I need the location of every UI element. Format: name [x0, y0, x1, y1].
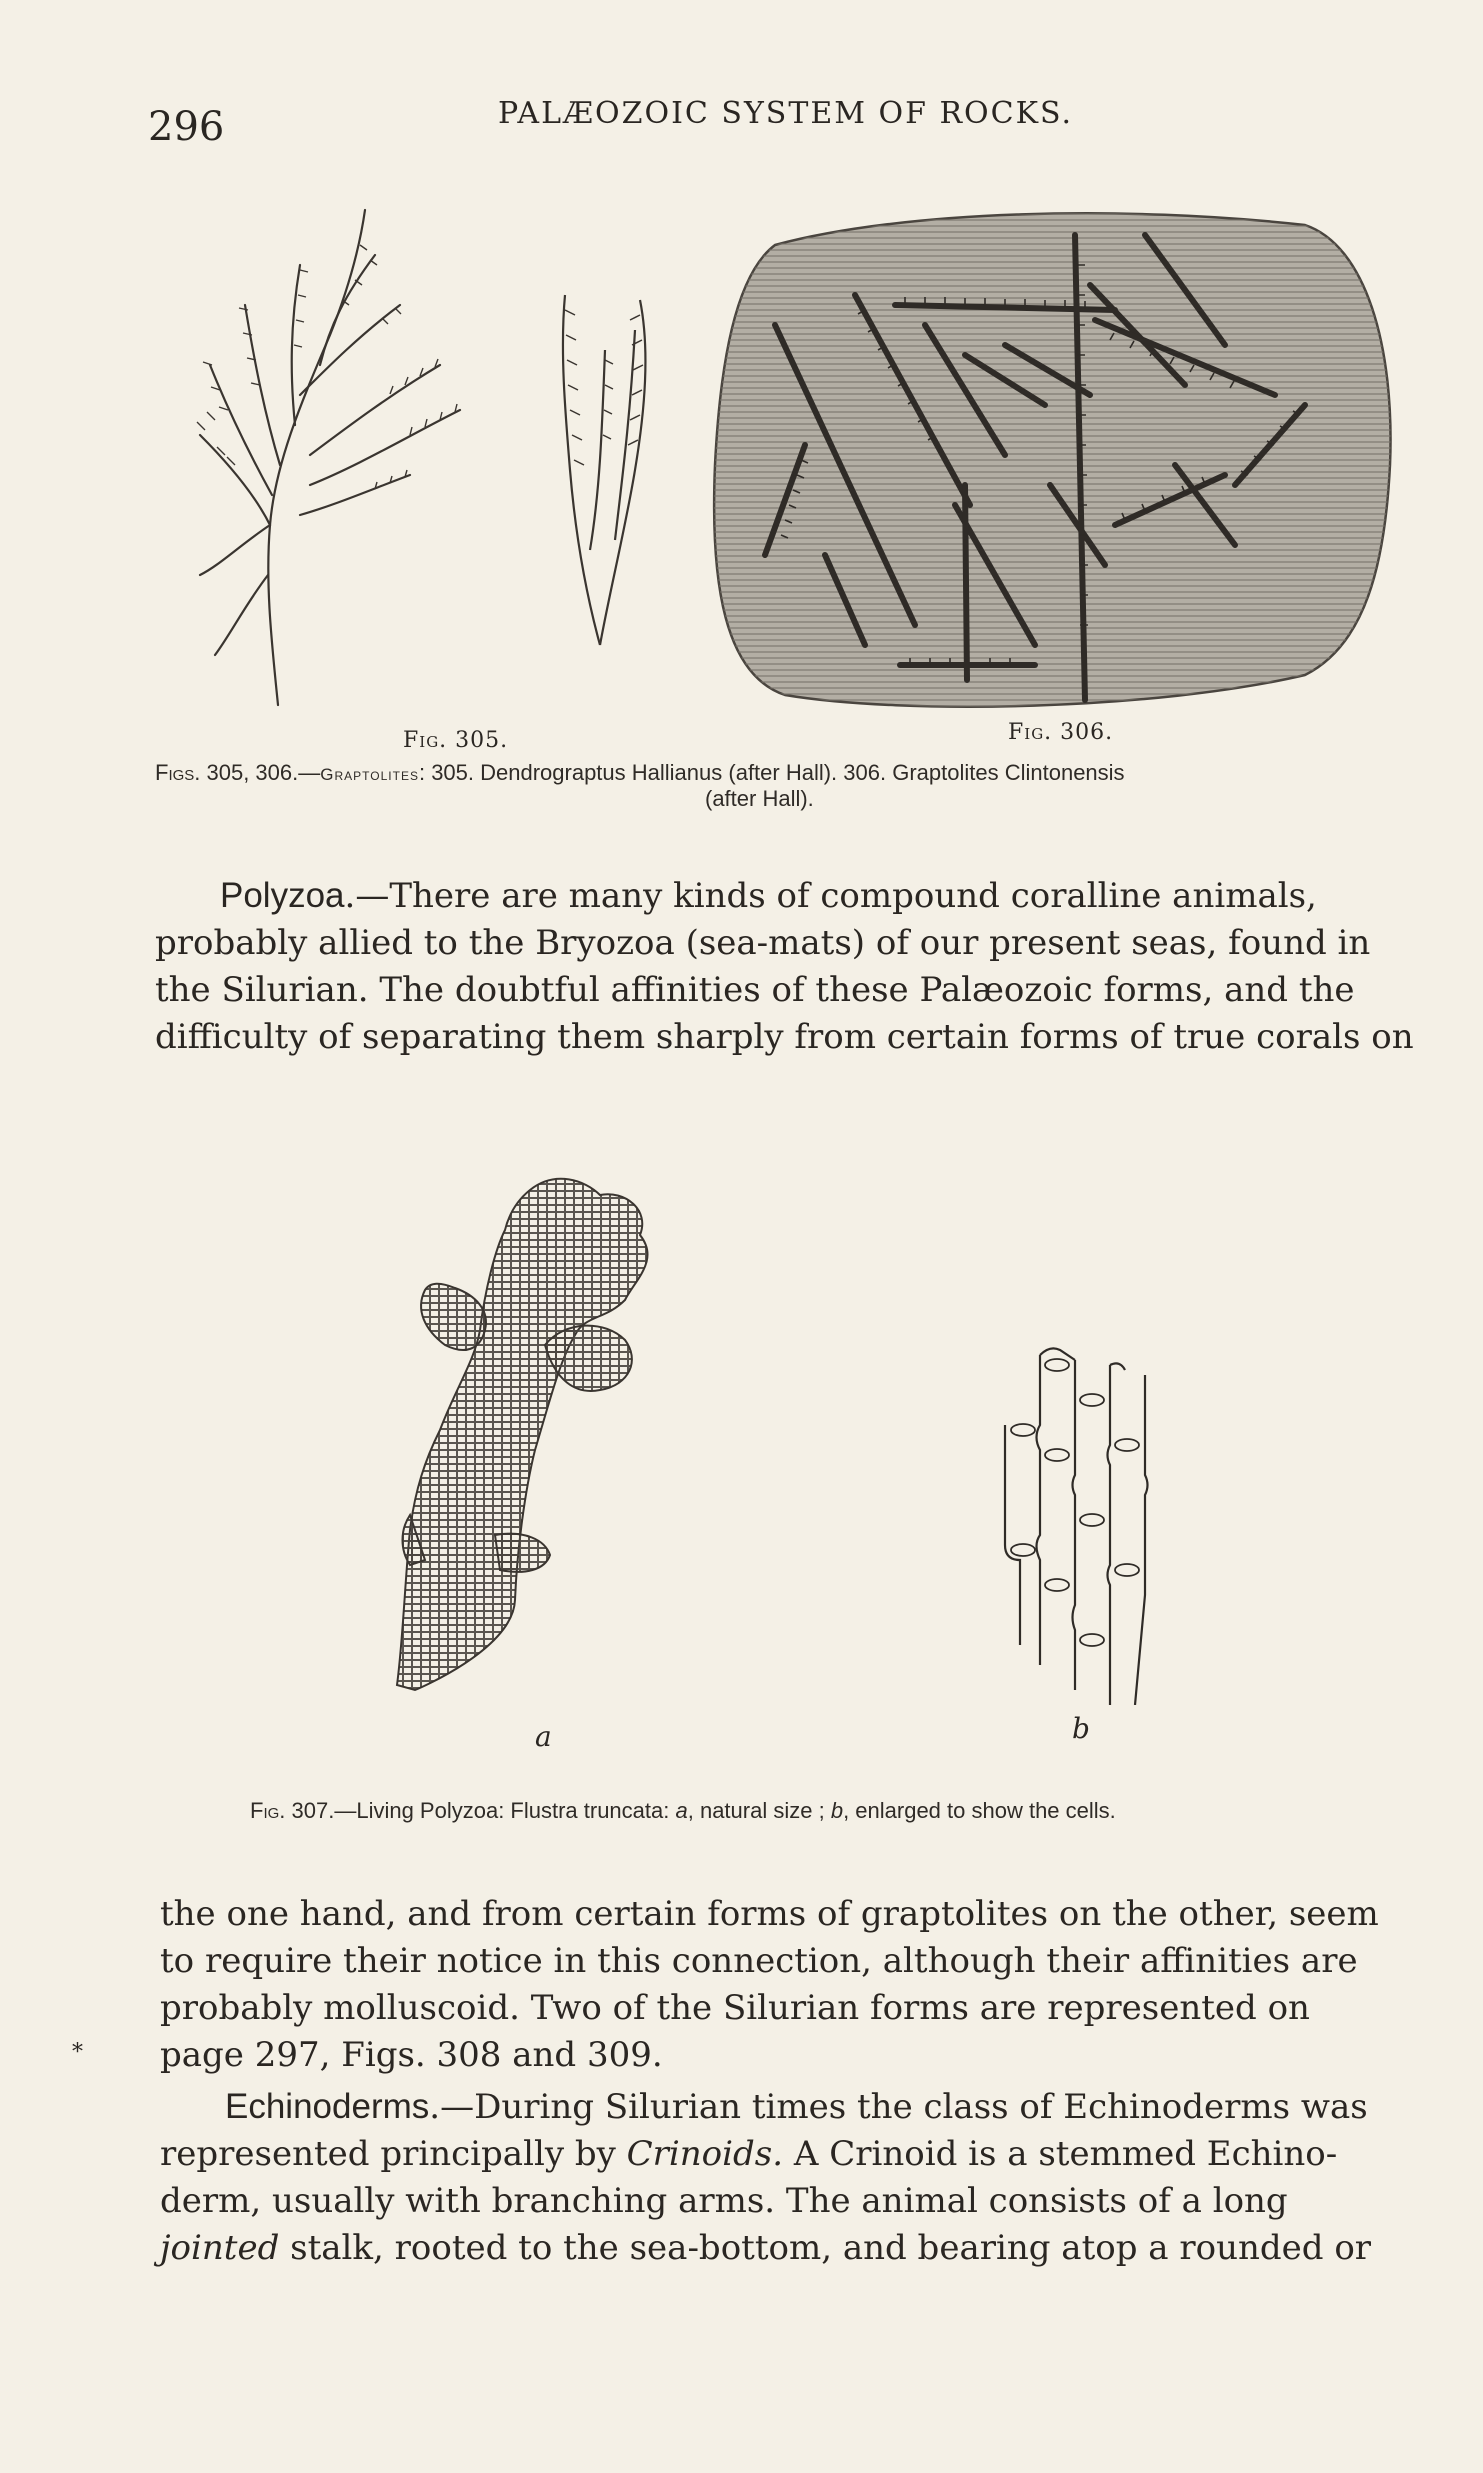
caption-line-1: : 305. Dendrograptus Hallianus (after Hall). 306. Graptolites Clintonensis [418, 760, 1125, 785]
margin-mark: * [72, 2040, 83, 2065]
fig-307-caption: Fig. 307.—Living Polyzoa: Flustra truncata: a, natural size ; b, enlarged to show the cells. [250, 1798, 1116, 1823]
polyzoa-line-2: probably allied to the Bryozoa (sea-mats) of our present seas, found in [155, 923, 1371, 963]
polyzoa-paragraph [155, 872, 1414, 1061]
page-number: 296 [148, 104, 225, 150]
figs-305-306-caption [155, 760, 1415, 812]
continuation-line-4: page 297, Figs. 308 and 309. [160, 2035, 663, 2075]
fig-307-sub-a: a [535, 1720, 552, 1753]
running-title: PALÆOZOIC SYSTEM OF ROCKS. [498, 96, 1074, 131]
fig-305-dendrograptus-illustration [160, 195, 490, 715]
fig-305-label: Fig. 305. [403, 728, 509, 753]
caption-group: Graptolites [320, 765, 419, 784]
fig-306-graptolite-slab-illustration [705, 205, 1395, 720]
fig-306-label: Fig. 306. [1008, 720, 1114, 745]
continuation-line-3: probably molluscoid. Two of the Silurian forms are represented on [160, 1988, 1310, 2028]
polyzoa-line-4: difficulty of separating them sharply from certain forms of true corals on [155, 1017, 1414, 1057]
polyzoa-line-3: the Silurian. The doubtful affinities of these Palæozoic forms, and the [155, 970, 1355, 1010]
echinoderms-line-2: represented principally by Crinoids. A Crinoid is a stemmed Echino- [160, 2134, 1338, 2174]
fig-305-detail-illustration [530, 290, 670, 650]
continuation-line-2: to require their notice in this connection, although their affinities are [160, 1941, 1358, 1981]
fig-307-sub-b: b [1072, 1712, 1090, 1745]
fig-307a-flustra-illustration [385, 1170, 675, 1710]
caption-line-2: (after Hall). [705, 786, 814, 811]
polyzoa-line-1: Polyzoa.—There are many kinds of compound coralline animals, [220, 876, 1317, 916]
continuation-line-1: the one hand, and from certain forms of graptolites on the other, seem [160, 1894, 1379, 1934]
echinoderms-paragraph [160, 2083, 1405, 2272]
polyzoa-heading: Polyzoa [220, 876, 345, 915]
continuation-paragraph [160, 1891, 1405, 2079]
running-head [148, 96, 1398, 156]
echinoderms-line-4: jointed stalk, rooted to the sea-bottom, and bearing atop a rounded or [160, 2228, 1372, 2268]
echinoderms-heading: Echinoderms [225, 2087, 430, 2126]
echinoderms-line-1: Echinoderms.—During Silurian times the class of Echinoderms was [225, 2087, 1368, 2127]
fig-307b-cells-illustration [985, 1345, 1165, 1705]
echinoderms-line-3: derm, usually with branching arms. The animal consists of a long [160, 2181, 1288, 2221]
caption-prefix: Figs. 305, 306.— [155, 760, 321, 785]
